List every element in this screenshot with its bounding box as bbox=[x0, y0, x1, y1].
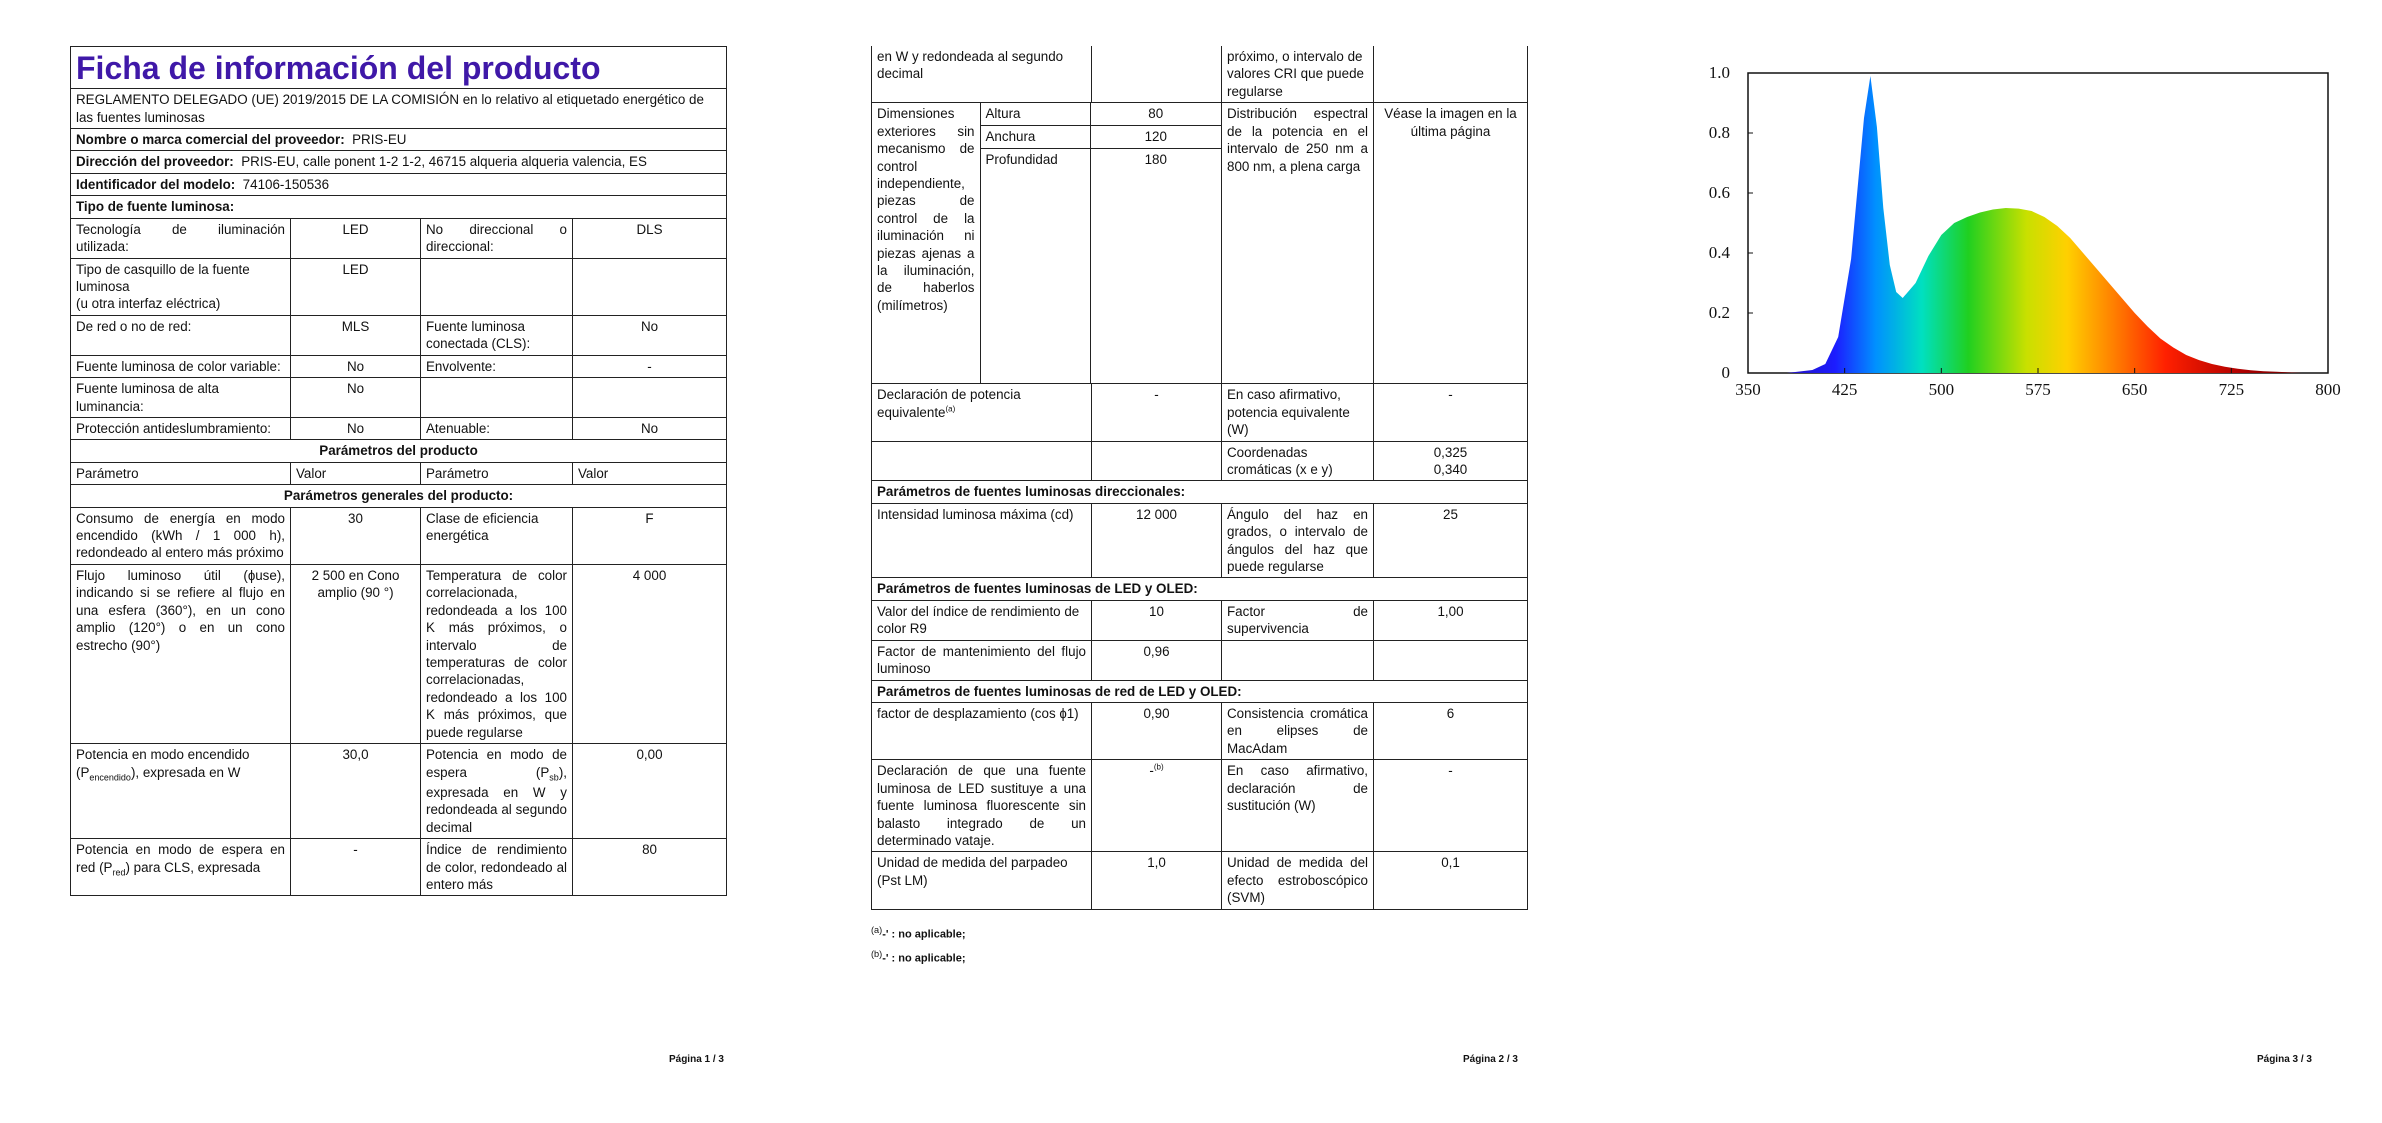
param-value: 4 000 bbox=[573, 564, 727, 743]
param-label: Tipo de casquillo de la fuente luminosa (u otra interfaz eléctrica) bbox=[71, 258, 291, 315]
param-label bbox=[421, 744, 573, 839]
param-label: Índice de rendimiento de color, redondeado al entero más bbox=[421, 839, 573, 896]
param-label: Clase de eficiencia energética bbox=[421, 507, 573, 564]
param-label: Consistencia cromática en elipses de MacAdam bbox=[1222, 703, 1374, 760]
footnote-ref: (b) bbox=[1153, 762, 1164, 772]
footnote-ref: (a) bbox=[945, 404, 956, 414]
param-value: - bbox=[1374, 760, 1528, 852]
param-label: Unidad de medida del parpadeo (Pst LM) bbox=[872, 852, 1092, 909]
param-value: 30 bbox=[291, 507, 421, 564]
param-label: Distribución espectral de la potencia en el intervalo de 250 nm a 800 nm, a plena carga bbox=[1222, 103, 1374, 384]
table-row bbox=[71, 355, 727, 377]
param-value: 1,0 bbox=[1092, 852, 1222, 909]
param-value: - bbox=[1374, 384, 1528, 441]
light-source-type-label: Tipo de fuente luminosa: bbox=[71, 196, 727, 218]
column-header-value: Valor bbox=[573, 462, 727, 484]
mains-params-header: Parámetros de fuentes luminosas de red de LED y OLED: bbox=[872, 680, 1528, 702]
y-tick-label: 0.4 bbox=[1708, 243, 1730, 262]
spectral-distribution-chart bbox=[1668, 48, 2348, 408]
param-value: No bbox=[291, 417, 421, 439]
param-label: Valor del índice de rendimiento de color R9 bbox=[872, 600, 1092, 640]
column-header-param: Parámetro bbox=[421, 462, 573, 484]
table-row bbox=[872, 760, 1528, 852]
param-label: Unidad de medida del efecto estroboscópico (SVM) bbox=[1222, 852, 1374, 909]
footnote-mark: (a) bbox=[871, 925, 883, 935]
param-value: 25 bbox=[1374, 503, 1528, 578]
footnote-text: -' : no aplicable; bbox=[882, 952, 966, 965]
x-tick-label: 500 bbox=[1928, 380, 1955, 399]
table-row bbox=[872, 703, 1528, 760]
general-params-header: Parámetros generales del producto: bbox=[71, 485, 727, 507]
param-label: De red o no de red: bbox=[71, 315, 291, 355]
dimensions-cell bbox=[872, 103, 1222, 384]
param-value: 6 bbox=[1374, 703, 1528, 760]
table-row bbox=[71, 507, 727, 564]
table-row bbox=[71, 378, 727, 418]
dimension-label: Anchura bbox=[980, 126, 1090, 149]
footnote bbox=[871, 922, 966, 946]
dimension-value: 80 bbox=[1090, 103, 1221, 126]
model-label: Identificador del modelo: bbox=[76, 176, 236, 192]
table-row bbox=[872, 441, 1528, 481]
param-label-text: ), expresada en W bbox=[130, 764, 241, 780]
param-label-text: Potencia en modo de espera en red (P bbox=[76, 842, 285, 875]
page-3 bbox=[1588, 0, 2382, 1123]
param-label-sub: sb bbox=[549, 772, 559, 783]
footnote bbox=[871, 946, 966, 970]
param-value: F bbox=[573, 507, 727, 564]
param-label: Ángulo del haz en grados, o intervalo de ángulos del haz que puede regularse bbox=[1222, 503, 1374, 578]
param-value: 2 500 en Cono amplio (90 °) bbox=[291, 564, 421, 743]
dimension-value: 180 bbox=[1144, 152, 1167, 168]
param-label-sub: encendido bbox=[89, 772, 131, 783]
param-value: - bbox=[1092, 384, 1222, 441]
param-label: Coordenadas cromáticas (x e y) bbox=[1222, 441, 1374, 481]
empty-cell bbox=[1092, 441, 1222, 481]
param-value bbox=[1092, 46, 1222, 103]
page-1 bbox=[0, 0, 794, 1123]
param-label-text: Potencia en modo de espera (P bbox=[426, 747, 567, 780]
param-value: DLS bbox=[573, 218, 727, 258]
table-row bbox=[872, 384, 1528, 441]
table-row bbox=[872, 46, 1528, 103]
param-label-text: ), expresada en W y redondeada al segundo decimal bbox=[426, 764, 567, 835]
param-label bbox=[71, 839, 291, 896]
product-params-header: Parámetros del producto bbox=[71, 440, 727, 462]
param-label bbox=[1222, 640, 1374, 680]
param-label bbox=[872, 384, 1092, 441]
param-value: No bbox=[291, 378, 421, 418]
param-value: 80 bbox=[573, 839, 727, 896]
param-value bbox=[1374, 640, 1528, 680]
param-label: Flujo luminoso útil (ɸuse), indicando si se refiere al flujo en una esfera (360°), en un cono amplio (120°) o en un cono estrecho (90°) bbox=[71, 564, 291, 743]
param-label: Declaración de que una fuente luminosa de LED sustituye a una fuente luminosa fluorescente sin balasto integrado de un determinado vataje. bbox=[872, 760, 1092, 852]
page-footer: Página 3 / 3 bbox=[2256, 1054, 2312, 1065]
param-label bbox=[421, 258, 573, 315]
dimension-label: Profundidad bbox=[980, 149, 1090, 384]
page-2 bbox=[794, 0, 1588, 1123]
param-label-text: ) para CLS, expresada bbox=[125, 859, 261, 875]
param-label: Factor de supervivencia bbox=[1222, 600, 1374, 640]
param-label bbox=[421, 378, 573, 418]
empty-cell bbox=[872, 441, 1092, 481]
directional-params-header: Parámetros de fuentes luminosas direccionales: bbox=[872, 481, 1528, 503]
param-value: 10 bbox=[1092, 600, 1222, 640]
param-value: 12 000 bbox=[1092, 503, 1222, 578]
table-row bbox=[872, 600, 1528, 640]
param-value: LED bbox=[291, 258, 421, 315]
param-value-text: - bbox=[1149, 763, 1154, 779]
y-tick-label: 0.8 bbox=[1708, 123, 1730, 142]
param-value: 0,1 bbox=[1374, 852, 1528, 909]
param-value bbox=[573, 258, 727, 315]
param-value bbox=[1374, 441, 1528, 481]
param-label: Envolvente: bbox=[421, 355, 573, 377]
param-value: LED bbox=[291, 218, 421, 258]
table-row bbox=[71, 839, 727, 896]
param-value bbox=[1374, 46, 1528, 103]
y-tick-label: 1.0 bbox=[1708, 63, 1730, 82]
chroma-y: 0,340 bbox=[1433, 461, 1468, 477]
param-label bbox=[71, 744, 291, 839]
param-label: No direccional o direccional: bbox=[421, 218, 573, 258]
param-label-text: Potencia en modo encendido (P bbox=[76, 747, 250, 780]
param-label: Intensidad luminosa máxima (cd) bbox=[872, 503, 1092, 578]
product-info-table-1 bbox=[70, 46, 727, 896]
column-header-value: Valor bbox=[291, 462, 421, 484]
dimensions-table bbox=[872, 103, 1221, 383]
supplier-address-label: Dirección del proveedor: bbox=[76, 154, 234, 170]
table-row bbox=[71, 744, 727, 839]
param-value: MLS bbox=[291, 315, 421, 355]
param-value bbox=[573, 378, 727, 418]
table-row bbox=[872, 103, 1528, 384]
regulation-text: REGLAMENTO DELEGADO (UE) 2019/2015 DE LA COMISIÓN en lo relativo al etiquetado energético de las fuentes luminosas bbox=[71, 89, 727, 129]
param-label: Fuente luminosa conectada (CLS): bbox=[421, 315, 573, 355]
param-label: Fuente luminosa de color variable: bbox=[71, 355, 291, 377]
param-label: próximo, o intervalo de valores CRI que puede regularse bbox=[1222, 46, 1374, 103]
table-row bbox=[71, 218, 727, 258]
param-value: - bbox=[291, 839, 421, 896]
y-tick-label: 0.2 bbox=[1708, 303, 1730, 322]
param-label: Protección antideslumbramiento: bbox=[71, 417, 291, 439]
dimensions-label: Dimensiones exteriores sin mecanismo de control independiente, piezas de control de la iluminación ni piezas ajenas a la iluminación, de haberlos (milímetros) bbox=[872, 103, 980, 383]
param-value: 1,00 bbox=[1374, 600, 1528, 640]
param-value: Véase la imagen en la última página bbox=[1374, 103, 1528, 384]
param-value: No bbox=[573, 417, 727, 439]
x-tick-label: 575 bbox=[2025, 380, 2051, 399]
param-value: 0,96 bbox=[1092, 640, 1222, 680]
param-label: Atenuable: bbox=[421, 417, 573, 439]
page-footer: Página 1 / 3 bbox=[668, 1054, 724, 1065]
product-info-table-2 bbox=[871, 46, 1528, 910]
y-tick-label: 0.6 bbox=[1708, 183, 1730, 202]
param-value: 0,00 bbox=[573, 744, 727, 839]
table-row bbox=[872, 503, 1528, 578]
page-footer: Página 2 / 3 bbox=[1462, 1054, 1518, 1065]
x-tick-label: 425 bbox=[1831, 380, 1858, 399]
param-label: Consumo de energía en modo encendido (kWh / 1 000 h), redondeado al entero más próximo bbox=[71, 507, 291, 564]
x-tick-label: 350 bbox=[1735, 380, 1761, 399]
dimension-value: 120 bbox=[1090, 126, 1221, 149]
param-label: Temperatura de color correlacionada, redondeada a los 100 K más próximos, o intervalo de temperaturas de color correlacionadas, redondeado a los 100 K más próximos, que puede regularse bbox=[421, 564, 573, 743]
table-row bbox=[872, 640, 1528, 680]
supplier-name-row bbox=[71, 129, 727, 151]
param-label: Factor de mantenimiento del flujo luminoso bbox=[872, 640, 1092, 680]
param-label-sub: red bbox=[112, 867, 126, 878]
column-header-row bbox=[71, 462, 727, 484]
column-header-param: Parámetro bbox=[71, 462, 291, 484]
led-params-header: Parámetros de fuentes luminosas de LED y OLED: bbox=[872, 578, 1528, 600]
param-label: Fuente luminosa de alta luminancia: bbox=[71, 378, 291, 418]
supplier-name: PRIS-EU bbox=[352, 132, 407, 148]
model-row bbox=[71, 173, 727, 195]
param-value bbox=[1092, 760, 1222, 852]
param-label: Tecnología de iluminación utilizada: bbox=[71, 218, 291, 258]
chroma-x: 0,325 bbox=[1433, 444, 1468, 460]
table-row bbox=[872, 852, 1528, 909]
param-value: - bbox=[573, 355, 727, 377]
x-tick-label: 800 bbox=[2315, 380, 2341, 399]
table-row bbox=[71, 315, 727, 355]
table-row bbox=[71, 417, 727, 439]
param-value: 30,0 bbox=[291, 744, 421, 839]
param-value: No bbox=[291, 355, 421, 377]
supplier-name-label: Nombre o marca comercial del proveedor: bbox=[76, 132, 345, 148]
table-row bbox=[71, 258, 727, 315]
y-tick-label: 0 bbox=[1721, 363, 1730, 382]
table-row bbox=[71, 564, 727, 743]
dimension-label: Altura bbox=[980, 103, 1090, 126]
param-value: 0,90 bbox=[1092, 703, 1222, 760]
supplier-address-row bbox=[71, 151, 727, 173]
model-id: 74106-150536 bbox=[242, 176, 330, 192]
param-label: En caso afirmativo, potencia equivalente (W) bbox=[1222, 384, 1374, 441]
param-label: en W y redondeada al segundo decimal bbox=[872, 46, 1092, 103]
footnotes bbox=[871, 922, 966, 969]
param-value: No bbox=[573, 315, 727, 355]
param-label: En caso afirmativo, declaración de sustitución (W) bbox=[1222, 760, 1374, 852]
x-tick-label: 650 bbox=[2121, 380, 2148, 399]
param-label-text: Declaración de potencia equivalente bbox=[877, 387, 1021, 420]
footnote-text: -' : no aplicable; bbox=[882, 928, 966, 941]
footnote-mark: (b) bbox=[871, 948, 883, 959]
page-title: Ficha de información del producto bbox=[71, 47, 727, 89]
param-label: factor de desplazamiento (cos ɸ1) bbox=[872, 703, 1092, 760]
x-tick-label: 725 bbox=[2218, 380, 2245, 399]
supplier-address: PRIS-EU, calle ponent 1-2 1-2, 46715 alqueria alqueria valencia, ES bbox=[241, 154, 647, 170]
